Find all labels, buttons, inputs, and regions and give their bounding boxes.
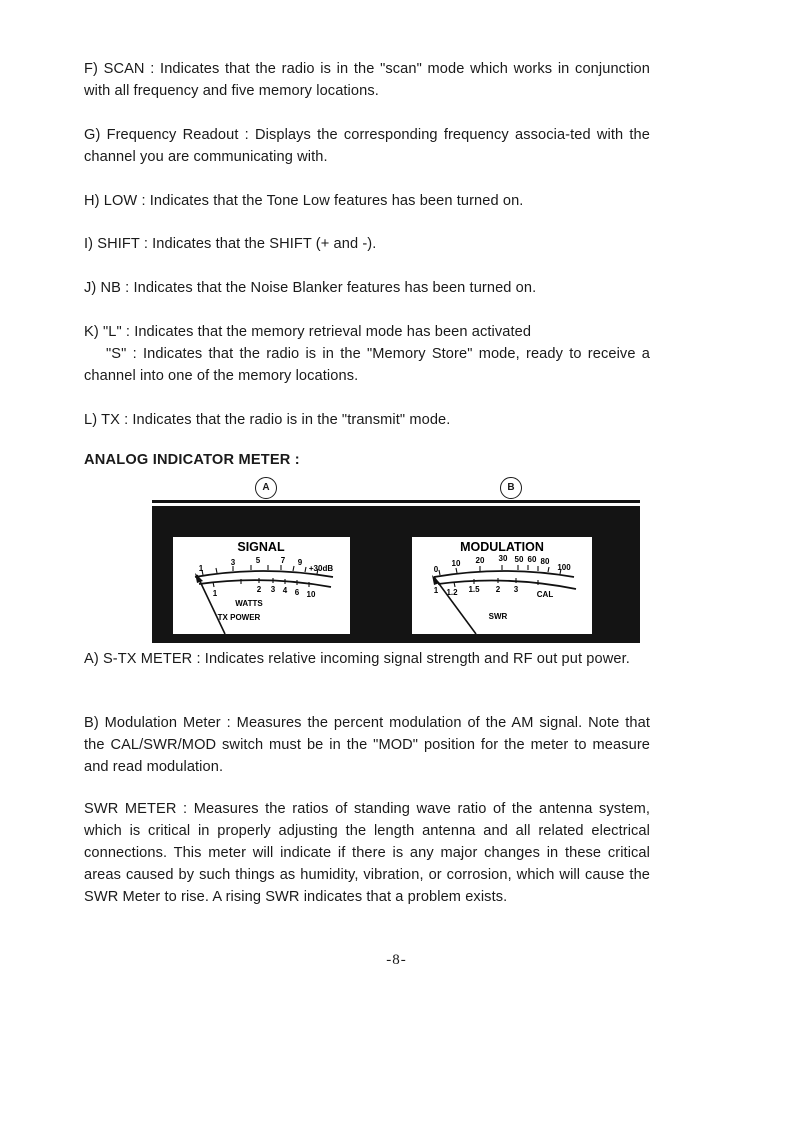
signal-unit-label: WATTS [235,599,263,608]
desc-swr-meter: SWR METER : Measures the ratios of standing wave ratio of the antenna system, which is critical in properly adjusting the length antenna and all related electrical connections. This meter will indicate if there is any major changes in these critical areas caused by such things as humidity, vibration, or corrosion, which will cause the SWR Meter to rise. A rising SWR indicates that a problem exists. [84,801,650,905]
signal-meter [173,537,350,634]
modulation-upper-label: 30 [498,554,508,563]
signal-needle [197,575,225,634]
item-l-tx: L) TX : Indicates that the radio is in the "transmit" mode. [84,412,451,428]
modulation-upper-label: 80 [540,557,550,566]
modulation-lower-label: 3 [513,585,519,594]
signal-upper-label: 7 [280,556,286,565]
signal-lower-label: 6 [294,588,300,597]
modulation-upper-label: 60 [527,555,537,564]
item-h-low: H) LOW : Indicates that the Tone Low features has been turned on. [84,193,524,209]
modulation-lower-label: 1.2 [446,588,458,597]
modulation-upper-label: 20 [475,556,485,565]
modulation-lower-label: 1.5 [468,585,480,594]
signal-bottom-label: TX POWER [217,613,261,622]
modulation-lower-label: 1 [433,586,439,595]
signal-lower-label: 10 [306,590,316,599]
item-i-shift: I) SHIFT : Indicates that the SHIFT (+ and -). [84,236,377,252]
signal-upper-label: 1 [198,564,204,573]
modulation-bottom-label: SWR [488,612,508,621]
signal-lower-label: 4 [282,586,288,595]
signal-upper-label: 9 [297,558,303,567]
modulation-meter-face [412,537,592,634]
item-g-frequency-readout: G) Frequency Readout : Displays the corresponding frequency associa-ted with the channel you are communicating with. [84,127,650,165]
modulation-meter-title: MODULATION [460,540,544,554]
signal-lower-arc [199,580,331,587]
modulation-lower-arc [438,580,576,589]
signal-meter-title: SIGNAL [237,540,285,554]
callout-a: A [255,477,277,499]
item-k-memory [84,321,650,387]
signal-lower-label: 1 [212,589,218,598]
item-k-line2: "S" : Indicates that the radio is in the "Memory Store" mode, ready to receive a channel into one of the memory locations. [84,346,650,384]
signal-meter-face [173,537,350,634]
signal-upper-label: 3 [230,558,236,567]
modulation-upper-label: 50 [514,555,524,564]
section-heading: ANALOG INDICATOR METER : [84,452,300,468]
modulation-upper-label: 100 [557,563,571,572]
callout-b: B [500,477,522,499]
item-k-line1: K) "L" : Indicates that the memory retrieval mode has been activated [84,324,532,340]
modulation-meter [412,537,592,634]
modulation-lower-label: 2 [495,585,501,594]
signal-lower-label: 2 [256,585,262,594]
signal-upper-label: 5 [255,556,261,565]
meter-panel-top-rule [152,500,640,503]
signal-lower-label: 3 [270,585,276,594]
modulation-upper-label: 10 [451,559,461,568]
item-f-scan: F) SCAN : Indicates that the radio is in the "scan" mode which works in conjunction with all frequency and five memory locations. [84,61,650,99]
modulation-lower-label: CAL [536,590,554,599]
modulation-upper-label: 0 [433,565,439,574]
desc-s-tx-meter: A) S-TX METER : Indicates relative incoming signal strength and RF out put power. [84,651,630,667]
modulation-upper-arc [434,571,574,577]
signal-upper-label: +30dB [308,564,334,573]
signal-needle-pivot-mark [195,573,203,583]
item-j-nb: J) NB : Indicates that the Noise Blanker features has been turned on. [84,280,537,296]
desc-modulation-meter: B) Modulation Meter : Measures the percent modulation of the AM signal. Note that the CAL/SWR/MOD switch must be in the "MOD" position for the meter to measure and read modulation. [84,715,650,775]
page-number: -8- [386,952,407,968]
